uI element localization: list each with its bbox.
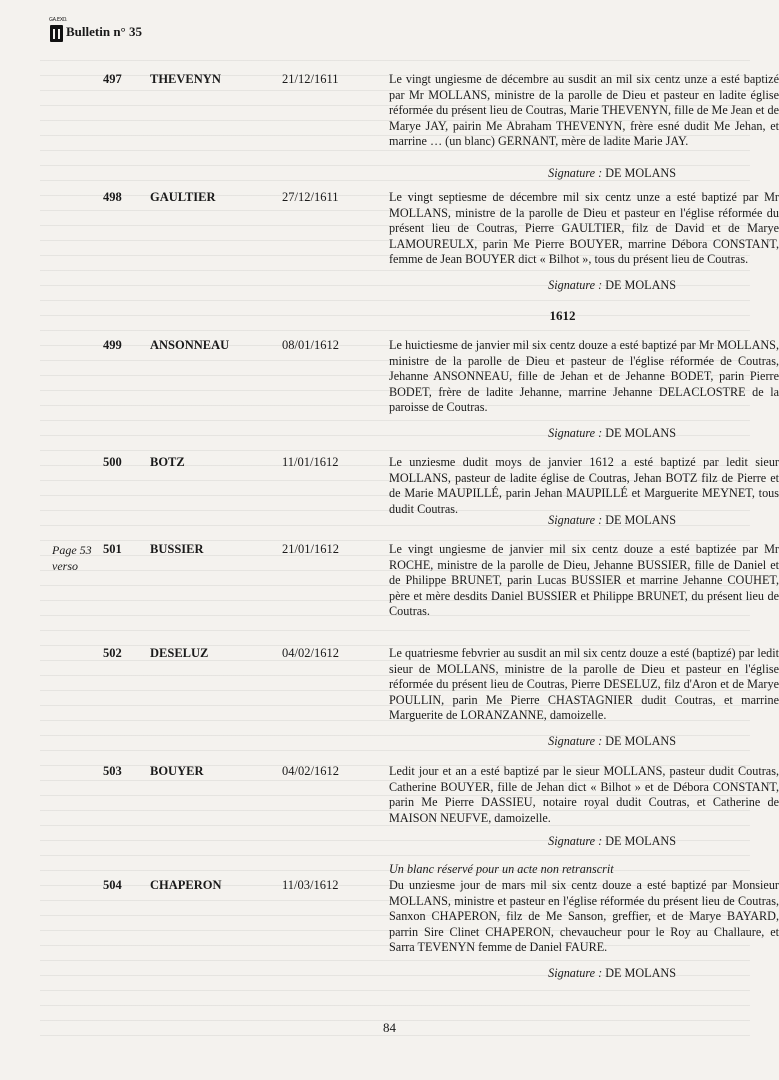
entry-signature	[389, 426, 676, 442]
signature-label: Signature :	[548, 278, 603, 292]
signature-name: DE MOLANS	[605, 278, 676, 292]
entry-text: Le unziesme dudit moys de janvier 1612 a esté baptizé par ledit sieur MOLLANS, pasteur de ladite église de Coutras, Jehan BOTZ filz de Pierre et de Marie MAUPILLÉ, parin Jehan MAUPILLÉ et Marguerite MEYNET, tous dudit Coutras.	[389, 455, 779, 516]
entry-number: 497	[103, 72, 122, 86]
entry-date: 04/02/1612	[282, 646, 339, 660]
entry-text: Du unziesme jour de mars mil six centz douze a esté baptizé par Monsieur MOLLANS, ministre et pasteur en l'église réformée du présent lieu de Coutras, Sanxon CHAPERON, filz de Me Sanson, greffier, et de Marye BAYARD, parrin Sire Clinet CHAPERON, chevaucheur pour le Roy au Challaure, et Sarra TEVENYN femme de Daniel FAURE.	[389, 878, 779, 955]
entry-number: 503	[103, 764, 122, 778]
margin-page-note: Page 53 verso	[52, 543, 92, 573]
entry-text: Ledit jour et an a esté baptizé par le sieur MOLLANS, pasteur dudit Coutras, Catherine BOUYER, fille de Jehan dict « Bilhot » et de Débora CONSTANT, parin Me Pierre DASSIEU, notaire royal dudit Coutras, et Catherine de MAISON NEUFVE, damoizelle.	[389, 764, 779, 825]
signature-label: Signature :	[548, 426, 603, 440]
entry-date: 21/01/1612	[282, 542, 339, 556]
signature-name: DE MOLANS	[605, 966, 676, 980]
entry-text: Le quatriesme febvrier au susdit an mil six centz douze a esté (baptizé) par ledit sieur de MOLLANS, ministre de la parolle de Dieu et pasteur en l'église réformée du présent lieu de Coutras, Pierre DESELUZ, filz d'Aron et de Marye POULLIN, parin Me Pierre CHASTAGNIER dudit Coutras, et marrine Marguerite de LORANZANNE, damoizelle.	[389, 646, 779, 723]
entry-surname: GAULTIER	[150, 190, 216, 204]
signature-label: Signature :	[548, 513, 603, 527]
entry-surname: THEVENYN	[150, 72, 221, 86]
entry-number: 501	[103, 542, 122, 556]
bulletin-title: Bulletin n° 35	[66, 24, 142, 39]
logo-text: GA.EXO.	[49, 17, 68, 23]
entry-surname: ANSONNEAU	[150, 338, 230, 352]
signature-name: DE MOLANS	[605, 734, 676, 748]
entry-surname: BOUYER	[150, 764, 204, 778]
entry-date: 08/01/1612	[282, 338, 339, 352]
signature-label: Signature :	[548, 166, 603, 180]
blank-reserved-note: Un blanc réservé pour un acte non retranscrit	[389, 862, 614, 876]
entry-surname: BUSSIER	[150, 542, 204, 556]
entry-signature	[389, 513, 676, 529]
entry-surname: CHAPERON	[150, 878, 222, 892]
entry-signature	[389, 966, 676, 982]
entry-signature	[389, 734, 676, 750]
page-number: 84	[383, 1020, 396, 1035]
signature-label: Signature :	[548, 966, 603, 980]
entry-text: Le huictiesme de janvier mil six centz douze a esté baptizé par Mr MOLLANS, ministre de la parolle de Dieu et pasteur de l'église réformée de Coutras, Jehanne ANSONNEAU, fille de Jehan et de Jehanne BODET, parin Pierre BODET, frère de ladite Jehanne, marrine Jehanne DELACLOSTRE de la paroisse de Coutras.	[389, 338, 779, 415]
entry-date: 11/01/1612	[282, 455, 339, 469]
signature-name: DE MOLANS	[605, 834, 676, 848]
page-header	[49, 17, 142, 42]
signature-label: Signature :	[548, 834, 603, 848]
entry-date: 21/12/1611	[282, 72, 339, 86]
entry-text: Le vingt septiesme de décembre mil six centz unze a esté baptizé par Mr MOLLANS, ministre de la parolle de Dieu et pasteur en l'église réformée du présent lieu de Coutras, Pierre GAULTIER, filz de David et de Marye LAMOUREULX, parin Me Pierre BOUYER, marrine Débora CONSTANT, femme de Jean BOUYER dict « Bilhot », tous du présent lieu de Coutras.	[389, 190, 779, 267]
signature-name: DE MOLANS	[605, 513, 676, 527]
entry-signature	[389, 166, 676, 182]
signature-label: Signature :	[548, 734, 603, 748]
entry-number: 504	[103, 878, 122, 892]
bulletin-logo-icon	[49, 17, 68, 42]
entry-number: 502	[103, 646, 122, 660]
entry-text: Le vingt ungiesme de décembre au susdit an mil six centz unze a esté baptizé par Mr MOLLANS, ministre de la parolle de Dieu et pasteur en ladite église réformée du présent lieu de Coutras, Marie THEVENYN, fille de Me Jean et de Marye JAY, pairin Me Abraham THEVENYN, frère esné dudit Me Jehan, et marrine … (un blanc) GERNANT, mère de ladite Marie JAY.	[389, 72, 779, 149]
entry-number: 498	[103, 190, 122, 204]
entry-number: 499	[103, 338, 122, 352]
entry-surname: BOTZ	[150, 455, 185, 469]
entry-date: 11/03/1612	[282, 878, 339, 892]
entry-date: 04/02/1612	[282, 764, 339, 778]
entry-number: 500	[103, 455, 122, 469]
entry-text: Le vingt ungiesme de janvier mil six centz douze a esté baptizée par Mr ROCHE, ministre de la parolle de Dieu, Jehanne BUSSIER, fille de Daniel et de Philippe BRUNET, parin Lucas BUSSIER et marrine Jehanne COUHET, père et mère desdits Daniel BUSSIER et Philippe BRUNET, du présent lieu de Coutras.	[389, 542, 779, 619]
entry-surname: DESELUZ	[150, 646, 209, 660]
entry-date: 27/12/1611	[282, 190, 339, 204]
signature-name: DE MOLANS	[605, 426, 676, 440]
entry-signature	[389, 278, 676, 294]
year-heading: 1612	[549, 308, 576, 323]
signature-name: DE MOLANS	[605, 166, 676, 180]
entry-signature	[389, 834, 676, 850]
